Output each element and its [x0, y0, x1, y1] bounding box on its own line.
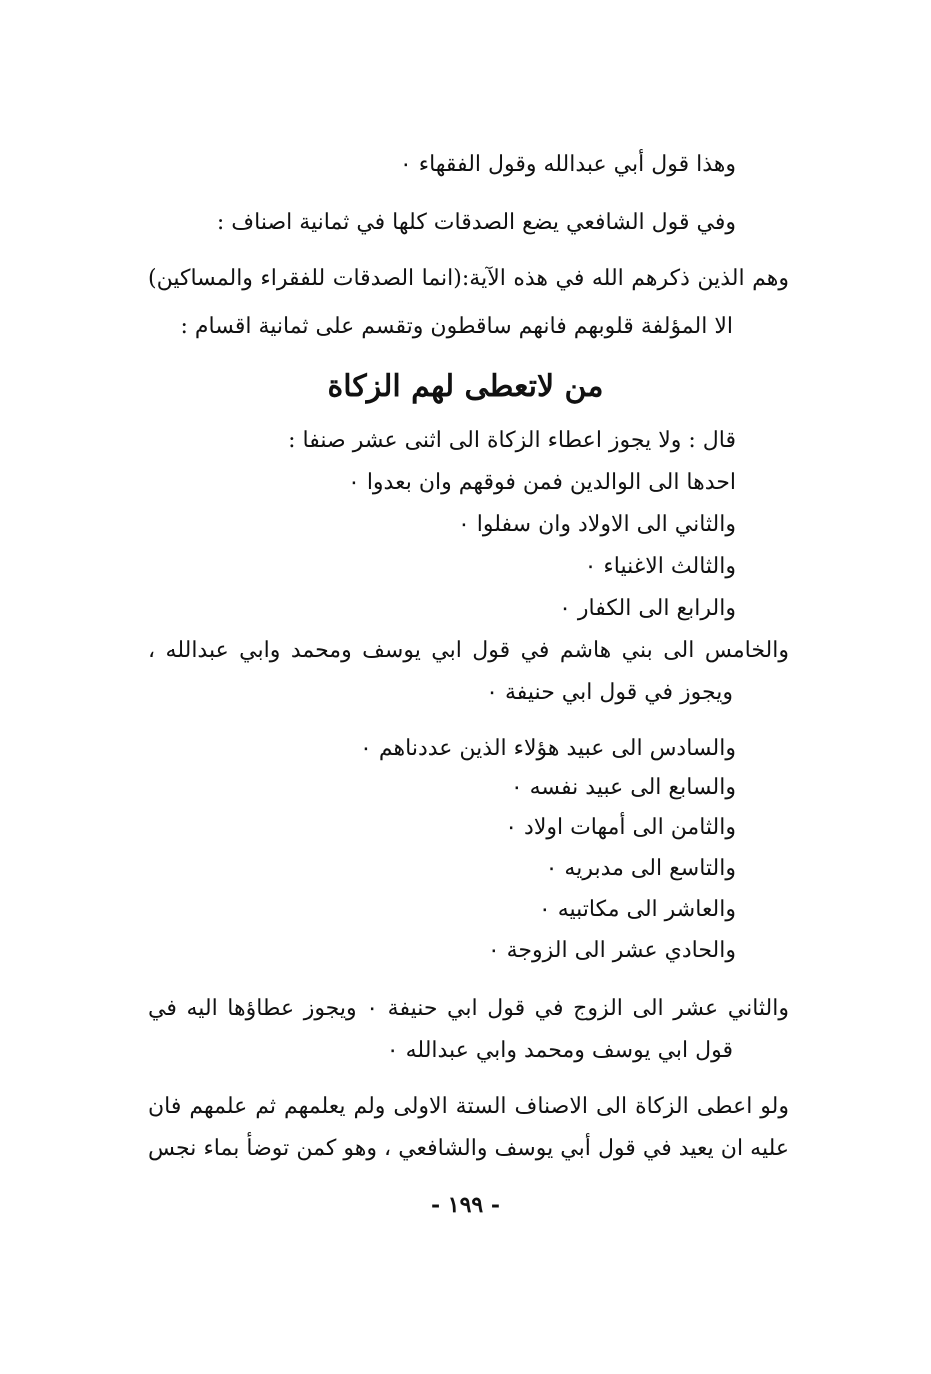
text-line: والرابع الى الكفار ٠ [559, 596, 736, 621]
text-line: قول ابي يوسف ومحمد وابي عبدالله ٠ [386, 1038, 733, 1063]
text-line: وهذا قول أبي عبدالله وقول الفقهاء ٠ [399, 152, 736, 177]
text-line: ولو اعطى الزكاة الى الاصناف الستة الاولى ولم يعلمهم ثم علمهم فان [148, 1094, 789, 1119]
text-line: والتاسع الى مدبريه ٠ [545, 856, 736, 881]
text-line: احدها الى الوالدين فمن فوقهم وان بعدوا ٠ [348, 470, 736, 495]
text-line: والثاني الى الاولاد وان سفلوا ٠ [457, 512, 736, 537]
section-heading: من لاتعطى لهم الزكاة [327, 369, 604, 404]
text-line: والخامس الى بني هاشم في قول ابي يوسف ومحمد وابي عبدالله ، [148, 638, 789, 663]
text-line: والحادي عشر الى الزوجة ٠ [487, 938, 736, 963]
text-line: ويجوز في قول ابي حنيفة ٠ [486, 680, 733, 705]
text-line: قال : ولا يجوز اعطاء الزكاة الى اثنى عشر صنفا : [288, 428, 736, 453]
page-number: - ١٩٩ - [430, 1192, 501, 1218]
text-line: والثالث الاغنياء ٠ [584, 554, 736, 579]
text-line: والعاشر الى مكاتبيه ٠ [538, 897, 736, 922]
text-line: والثامن الى أمهات اولاد ٠ [505, 815, 736, 840]
text-line: والسادس الى عبيد هؤلاء الذين عددناهم ٠ [360, 736, 736, 761]
text-line: والسابع الى عبيد نفسه ٠ [510, 775, 736, 800]
text-line: عليه ان يعيد في قول أبي يوسف والشافعي ، وهو كمن توضأ بماء نجس [148, 1136, 789, 1161]
text-line: الا المؤلفة قلوبهم فانهم ساقطون وتقسم على ثمانية اقسام : [180, 314, 733, 339]
text-line: وفي قول الشافعي يضع الصدقات كلها في ثمانية اصناف : [216, 210, 736, 235]
text-line: وهم الذين ذكرهم الله في هذه الآية:(انما الصدقات للفقراء والمساكين) [148, 266, 789, 291]
text-line: والثاني عشر الى الزوج في قول ابي حنيفة ٠ ويجوز عطاؤها اليه في [148, 996, 789, 1021]
